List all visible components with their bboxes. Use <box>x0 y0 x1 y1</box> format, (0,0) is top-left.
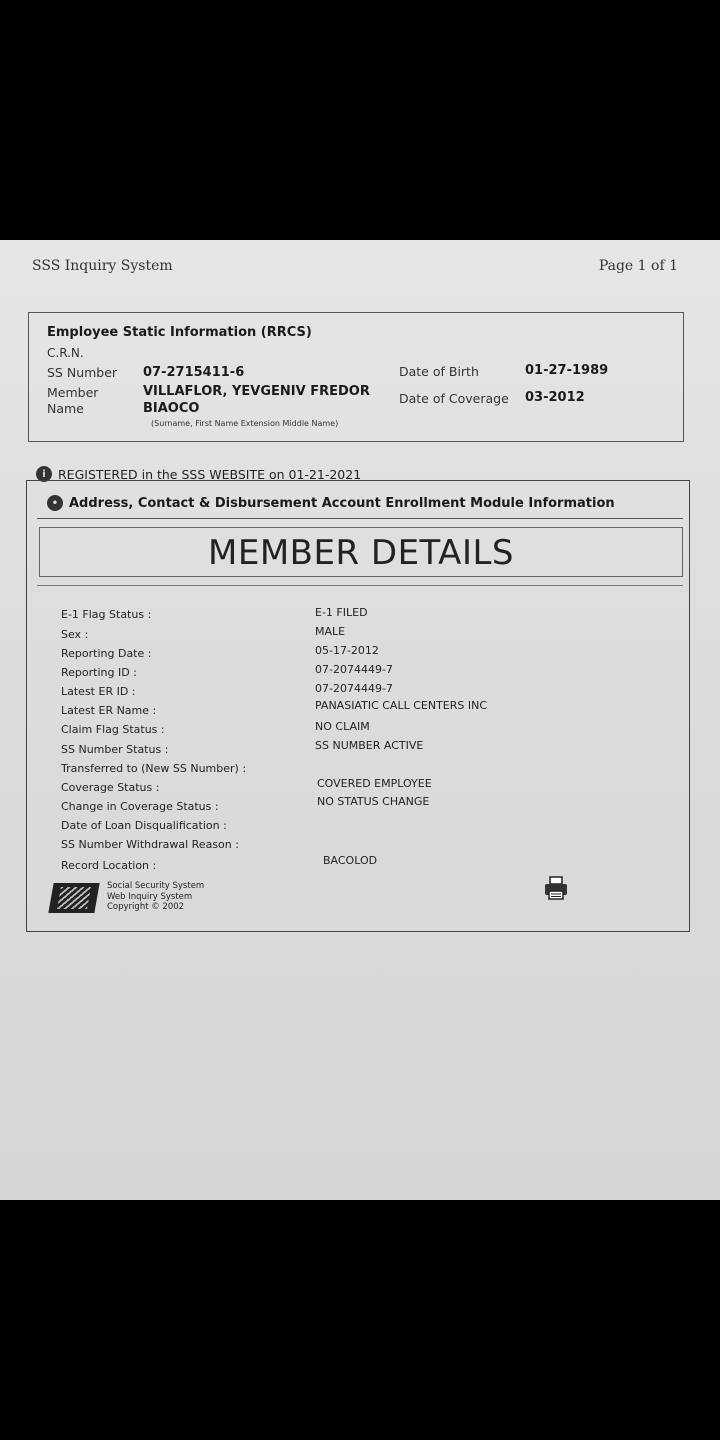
name-format-note: (Surname, First Name Extension Middle Name) <box>151 419 339 428</box>
detail-value-reporting-id: 07-2074449-7 <box>315 663 393 676</box>
detail-label-sex: Sex : <box>61 628 89 641</box>
detail-value-latest-er-name: PANASIATIC CALL CENTERS INC <box>315 699 488 712</box>
static-info-title: Employee Static Information (RRCS) <box>47 325 312 340</box>
member-name-label-1: Member <box>47 385 99 400</box>
detail-label-ss-number-status: SS Number Status : <box>61 743 169 756</box>
detail-label-e1-flag: E-1 Flag Status : <box>61 608 152 621</box>
system-title: SSS Inquiry System <box>32 258 173 274</box>
divider <box>37 518 683 519</box>
footer-copyright <box>107 881 204 913</box>
printer-icon[interactable] <box>543 875 569 901</box>
dob-label: Date of Birth <box>399 364 479 379</box>
detail-label-loan-disqualification: Date of Loan Disqualification : <box>61 819 227 832</box>
member-details-banner <box>39 527 683 577</box>
divider <box>37 585 683 586</box>
footer-line-1: Social Security System <box>107 881 205 891</box>
detail-value-reporting-date: 05-17-2012 <box>315 644 379 657</box>
detail-value-coverage-status: COVERED EMPLOYEE <box>317 777 432 790</box>
sss-logo-icon <box>48 883 99 913</box>
member-name-value-2: BIAOCO <box>143 401 200 416</box>
detail-label-latest-er-id: Latest ER ID : <box>61 685 136 698</box>
dob-value: 01-27-1989 <box>525 363 609 378</box>
detail-label-record-location: Record Location : <box>61 859 157 872</box>
detail-value-latest-er-id: 07-2074449-7 <box>315 682 393 695</box>
member-name-label-2: Name <box>47 401 84 416</box>
registration-text: REGISTERED in the SSS WEBSITE on 01-21-2021 <box>58 466 362 482</box>
detail-value-sex: MALE <box>315 625 346 638</box>
member-details-title: MEMBER DETAILS <box>208 533 514 573</box>
detail-value-coverage-change: NO STATUS CHANGE <box>317 795 430 808</box>
info-circle-icon: i <box>36 466 52 482</box>
ss-number-value: 07-2715411-6 <box>143 365 245 380</box>
detail-label-reporting-date: Reporting Date : <box>61 647 152 660</box>
footer-line-2: Web Inquiry System <box>107 891 193 902</box>
detail-label-reporting-id: Reporting ID : <box>61 666 137 679</box>
detail-label-transferred-to: Transferred to (New SS Number) : <box>61 762 247 775</box>
detail-value-ss-number-status: SS NUMBER ACTIVE <box>315 739 424 752</box>
crn-label: C.R.N. <box>47 346 84 360</box>
detail-label-latest-er-name: Latest ER Name : <box>61 704 157 717</box>
detail-label-coverage-status: Coverage Status : <box>61 781 160 794</box>
bullet-circle-icon: • <box>47 495 63 511</box>
detail-value-e1-flag: E-1 FILED <box>315 606 368 619</box>
detail-value-claim-flag: NO CLAIM <box>315 720 370 733</box>
detail-value-record-location: BACOLOD <box>323 854 378 867</box>
page-indicator: Page 1 of 1 <box>598 258 678 274</box>
coverage-label: Date of Coverage <box>399 391 509 406</box>
detail-label-claim-flag: Claim Flag Status : <box>61 723 165 736</box>
module-info-panel <box>26 480 690 932</box>
ss-number-label: SS Number <box>47 365 118 380</box>
detail-label-withdrawal-reason: SS Number Withdrawal Reason : <box>61 838 239 851</box>
module-title: Address, Contact & Disbursement Account Enrollment Module Information <box>69 495 615 511</box>
document-page <box>0 240 720 1200</box>
detail-label-coverage-change: Change in Coverage Status : <box>61 800 219 813</box>
employee-static-info-panel <box>28 312 684 442</box>
member-name-value-1: VILLAFLOR, YEVGENIV FREDOR <box>143 384 370 399</box>
footer-line-3: Copyright © 2002 <box>107 902 185 912</box>
coverage-value: 03-2012 <box>525 390 585 405</box>
module-title-row <box>47 495 615 511</box>
